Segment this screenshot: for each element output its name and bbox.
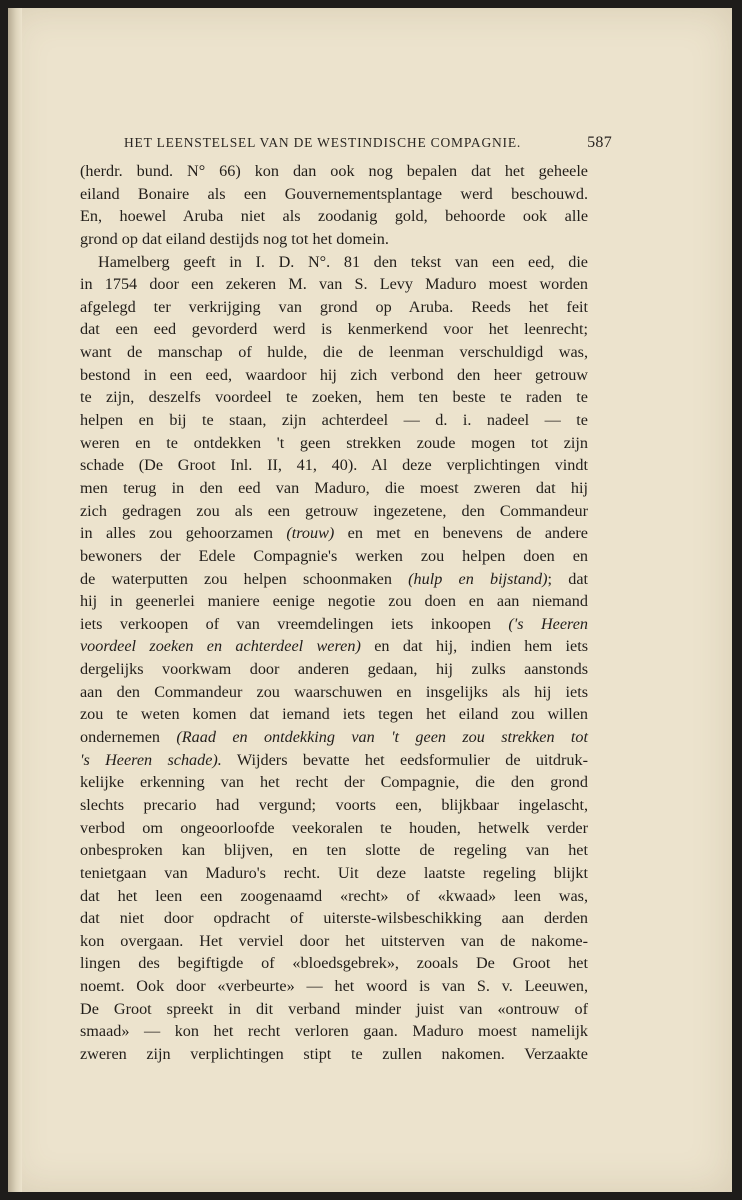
body-text: [80, 160, 588, 1066]
text-line: schade (De Groot Inl. II, 41, 40). Al deze verplichtingen vindt: [80, 456, 588, 475]
italic-phrase: (trouw): [286, 524, 335, 543]
italic-phrase: ('s Heeren: [508, 614, 588, 633]
text-line: te zijn, deszelfs voordeel te zoeken, hem ten beste te raden te: [80, 388, 588, 407]
running-header: [124, 134, 612, 152]
text-line: eiland Bonaire als een Gouvernementsplantage werd beschouwd.: [80, 184, 588, 203]
text-line: dat een eed gevorderd werd is kenmerkend voor het leenrecht;: [80, 320, 588, 339]
text-line: afgelegd ter verkrijging van grond op Aruba. Reeds het feit: [80, 297, 588, 316]
text-line: zich gedragen zou als een getrouw ingezetene, den Commandeur: [80, 501, 588, 520]
page-number: 587: [587, 134, 612, 151]
text-line: iets verkoopen of van vreemdelingen iets inkoopen ('s Heeren: [80, 614, 588, 633]
text-line: voordeel zoeken en achterdeel weren) en dat hij, indien hem iets: [80, 637, 589, 656]
text-line: hij in geenerlei maniere eenige negotie zou doen en aan niemand: [80, 592, 588, 611]
italic-phrase: (Raad en ontdekking van 't geen zou strekken tot: [176, 728, 588, 747]
text-line: dat niet door opdracht of uiterste-wilsbeschikking aan derden: [80, 909, 588, 928]
italic-phrase: 's Heeren schade).: [80, 750, 222, 769]
text-line: slechts precario had vergund; voorts een, blijkbaar ingelascht,: [80, 795, 588, 814]
text-line: zou te weten komen dat iemand iets tegen het eiland zou willen: [80, 705, 588, 724]
text-line: onbesproken kan blijven, en ten slotte de regeling van het: [80, 841, 588, 860]
text-line: de waterputten zou helpen schoonmaken (hulp en bijstand); dat: [80, 569, 589, 588]
text-line: aan den Commandeur zou waarschuwen en insgelijks als hij iets: [80, 682, 588, 701]
text-line: bewoners der Edele Compagnie's werken zou helpen doen en: [80, 546, 588, 565]
text-line: tenietgaan van Maduro's recht. Uit deze laatste regeling blijkt: [80, 863, 588, 882]
text-line: dergelijks voorkwam door anderen gedaan, hij zulks aanstonds: [80, 660, 588, 679]
text-line: kelijke erkenning van het recht der Compagnie, die den grond: [80, 773, 588, 792]
running-title: HET LEENSTELSEL VAN DE WESTINDISCHE COMPAGNIE.: [124, 135, 522, 150]
text-line: De Groot spreekt in dit verband minder juist van «ontrouw of: [80, 999, 588, 1018]
text-line: smaad» — kon het recht verloren gaan. Maduro moest namelijk: [80, 1022, 588, 1041]
text-line: zweren zijn verplichtingen stipt te zullen nakomen. Verzaakte: [80, 1044, 588, 1063]
text-line: En, hoewel Aruba niet als zoodanig gold, behoorde ook alle: [80, 207, 588, 226]
text-line: men terug in den eed van Maduro, die moest zweren dat hij: [80, 478, 588, 497]
italic-phrase: voordeel zoeken en achterdeel weren): [80, 637, 361, 656]
text-line: grond op dat eiland destijds nog tot het domein.: [80, 229, 389, 248]
text-line: bestond in een eed, waardoor hij zich verbond den heer getrouw: [80, 365, 588, 384]
text-line: want de manschap of hulde, die de leenman verschuldigd was,: [80, 343, 588, 362]
text-line: verbod om ongeoorloofde veekoralen te houden, hetwelk verder: [80, 818, 588, 837]
text-line: Hamelberg geeft in I. D. N°. 81 den tekst van een eed, die: [98, 252, 588, 271]
text-line: in alles zou gehoorzamen (trouw) en met en benevens de andere: [80, 524, 588, 543]
text-line: noemt. Ook door «verbeurte» — het woord is van S. v. Leeuwen,: [80, 977, 588, 996]
text-line: weren en te ontdekken 't geen strekken zoude mogen tot zijn: [80, 433, 588, 452]
text-line: kon overgaan. Het verviel door het uitsterven van de nakome-: [80, 931, 588, 950]
page-spine-shadow: [8, 8, 22, 1192]
text-line: in 1754 door een zekeren M. van S. Levy Maduro moest worden: [80, 275, 588, 294]
text-line: dat het leen een zoogenaamd «recht» of «kwaad» leen was,: [80, 886, 588, 905]
text-line: lingen des begiftigde of «bloedsgebrek», zooals De Groot het: [80, 954, 588, 973]
text-line: (herdr. bund. N° 66) kon dan ook nog bepalen dat het geheele: [80, 162, 588, 180]
italic-phrase: (hulp en bijstand): [408, 569, 548, 588]
text-line: 's Heeren schade). Wijders bevatte het eedsformulier de uitdruk-: [80, 750, 588, 769]
text-line: ondernemen (Raad en ontdekking van 't geen zou strekken tot: [80, 728, 588, 747]
text-line: helpen en bij te staan, zijn achterdeel — d. i. nadeel — te: [80, 411, 588, 430]
